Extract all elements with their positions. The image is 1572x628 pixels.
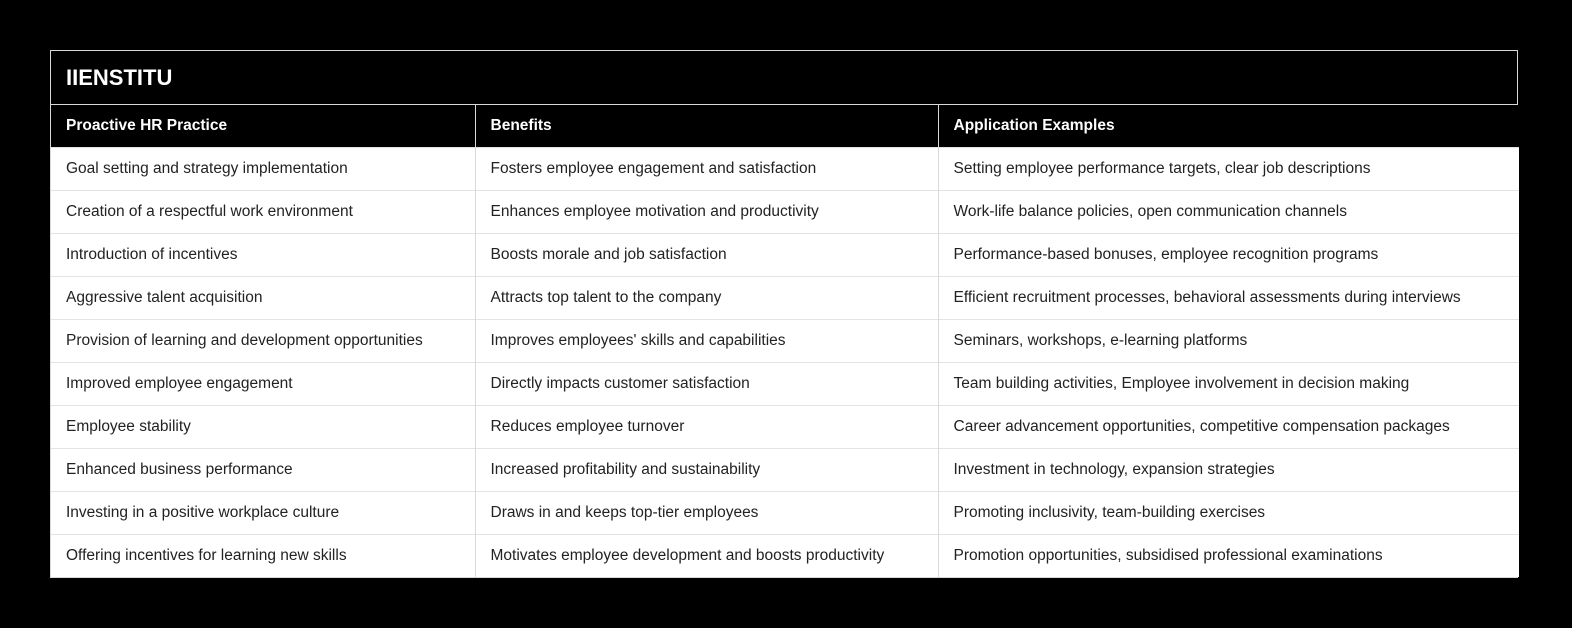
hr-practices-table [51,105,1519,577]
table-row [51,448,1519,491]
cell-benefit: Draws in and keeps top-tier employees [475,491,938,534]
table-title: IIENSTITU [51,51,1517,105]
table-row [51,319,1519,362]
table-row [51,491,1519,534]
table-row [51,190,1519,233]
column-header-examples: Application Examples [938,105,1519,147]
hr-practices-table-container [50,50,1518,578]
cell-benefit: Fosters employee engagement and satisfaction [475,147,938,190]
cell-example: Investment in technology, expansion strategies [938,448,1519,491]
table-row [51,233,1519,276]
cell-practice: Creation of a respectful work environment [51,190,475,233]
cell-practice: Employee stability [51,405,475,448]
column-header-benefits: Benefits [475,105,938,147]
cell-practice: Enhanced business performance [51,448,475,491]
cell-example: Promoting inclusivity, team-building exercises [938,491,1519,534]
cell-benefit: Reduces employee turnover [475,405,938,448]
cell-example: Efficient recruitment processes, behavioral assessments during interviews [938,276,1519,319]
cell-benefit: Motivates employee development and boosts productivity [475,534,938,577]
cell-example: Career advancement opportunities, competitive compensation packages [938,405,1519,448]
column-header-practice: Proactive HR Practice [51,105,475,147]
table-row [51,362,1519,405]
cell-example: Performance-based bonuses, employee recognition programs [938,233,1519,276]
cell-benefit: Enhances employee motivation and productivity [475,190,938,233]
cell-benefit: Attracts top talent to the company [475,276,938,319]
table-row [51,147,1519,190]
cell-practice: Investing in a positive workplace culture [51,491,475,534]
cell-example: Promotion opportunities, subsidised professional examinations [938,534,1519,577]
cell-practice: Offering incentives for learning new skills [51,534,475,577]
cell-example: Team building activities, Employee involvement in decision making [938,362,1519,405]
cell-practice: Provision of learning and development opportunities [51,319,475,362]
table-row [51,405,1519,448]
cell-practice: Aggressive talent acquisition [51,276,475,319]
cell-practice: Introduction of incentives [51,233,475,276]
header-row [51,105,1519,147]
table-row [51,534,1519,577]
table-row [51,276,1519,319]
cell-benefit: Boosts morale and job satisfaction [475,233,938,276]
cell-example: Setting employee performance targets, clear job descriptions [938,147,1519,190]
cell-benefit: Increased profitability and sustainability [475,448,938,491]
cell-example: Seminars, workshops, e-learning platforms [938,319,1519,362]
cell-practice: Improved employee engagement [51,362,475,405]
cell-example: Work-life balance policies, open communication channels [938,190,1519,233]
cell-benefit: Improves employees' skills and capabilities [475,319,938,362]
cell-benefit: Directly impacts customer satisfaction [475,362,938,405]
cell-practice: Goal setting and strategy implementation [51,147,475,190]
